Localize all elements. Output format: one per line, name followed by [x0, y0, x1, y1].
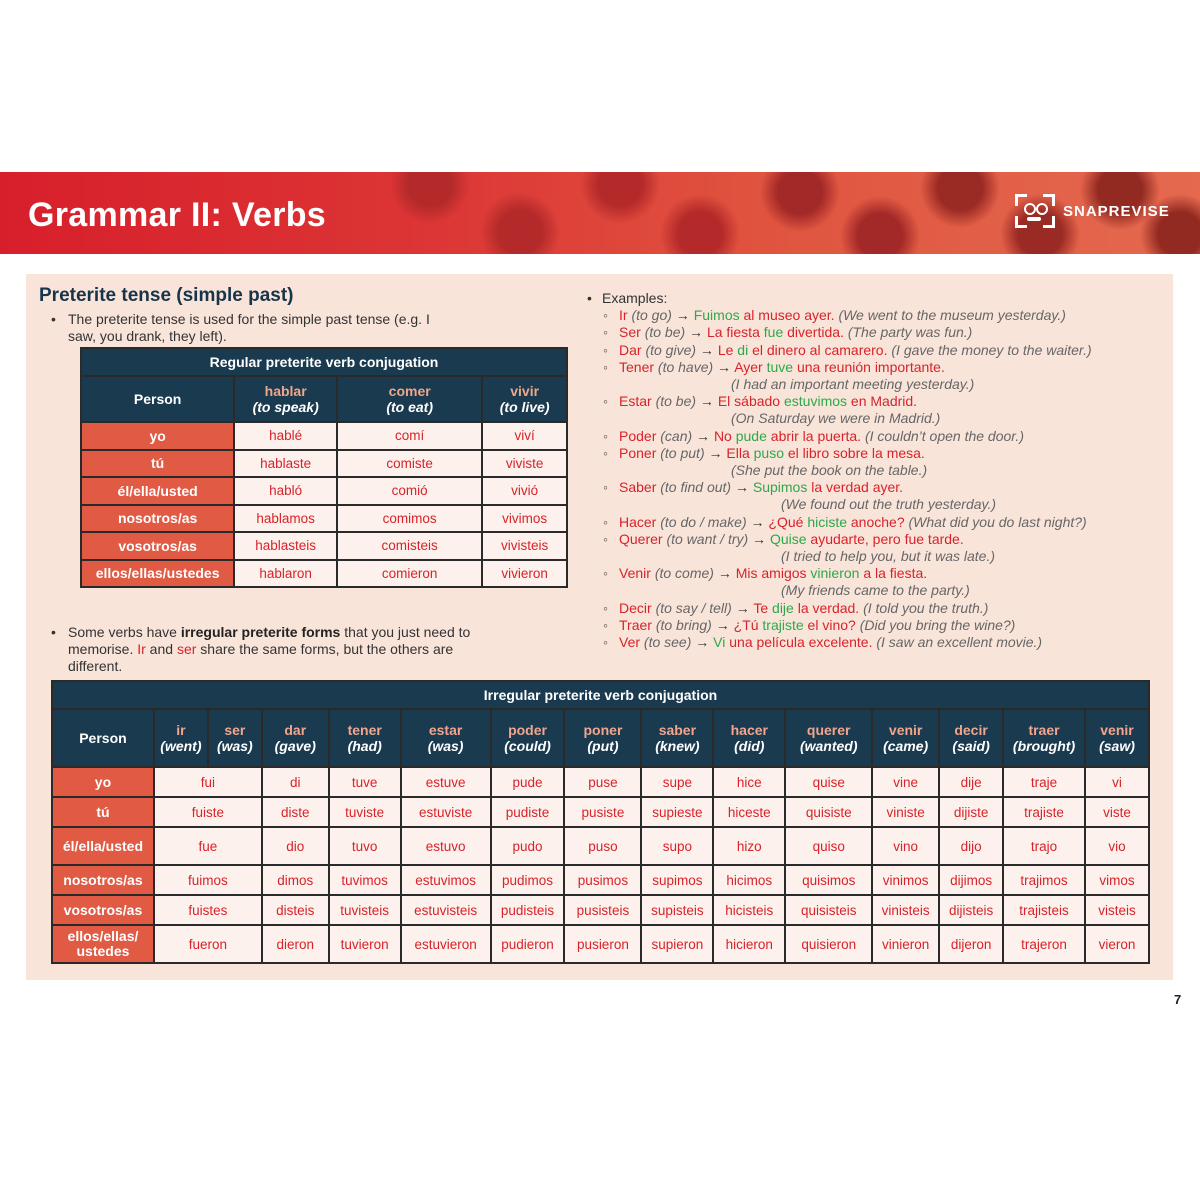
conjugation-cell: fuistes: [154, 895, 262, 925]
person-cell: yo: [52, 767, 154, 797]
conjugation-cell: dijimos: [939, 865, 1003, 895]
conjugation-cell: supo: [641, 827, 713, 865]
conjugation-cell: dieron: [262, 925, 329, 963]
conjugation-cell: estuvimos: [401, 865, 491, 895]
regular-conjugation-table: [80, 347, 568, 588]
table-row: [52, 895, 1149, 925]
column-header: hacer (did): [713, 709, 785, 767]
examples-list: [587, 290, 1092, 651]
conjugation-cell: habló: [234, 477, 337, 505]
table-caption: Irregular preterite verb conjugation: [52, 681, 1149, 709]
conjugation-cell: dijisteis: [939, 895, 1003, 925]
conjugation-cell: dijiste: [939, 797, 1003, 827]
conjugation-cell: quisiste: [785, 797, 872, 827]
conjugation-cell: dimos: [262, 865, 329, 895]
column-header: estar (was): [401, 709, 491, 767]
conjugation-cell: diste: [262, 797, 329, 827]
conjugation-cell: hablasteis: [234, 532, 337, 560]
example-item: ◦ Hacer (to do / make) → ¿Qué hiciste anoche? (What did you do last night?): [619, 514, 1092, 531]
conjugation-cell: viste: [1085, 797, 1149, 827]
conjugation-cell: supieron: [641, 925, 713, 963]
table-row: [81, 532, 567, 560]
conjugation-cell: trajo: [1003, 827, 1085, 865]
section-heading: Preterite tense (simple past): [39, 285, 294, 306]
conjugation-cell: supe: [641, 767, 713, 797]
column-header: tener (had): [329, 709, 401, 767]
person-cell: él/ella/usted: [81, 477, 234, 505]
bullet-icon: •: [51, 624, 56, 640]
conjugation-cell: pudo: [491, 827, 565, 865]
person-cell: yo: [81, 422, 234, 450]
snaprevise-face-logo-icon: [1015, 194, 1055, 228]
conjugation-cell: trajiste: [1003, 797, 1085, 827]
conjugation-cell: hablé: [234, 422, 337, 450]
example-item: ◦ Saber (to find out) → Supimos la verdad ayer. (We found out the truth yesterday.): [619, 479, 1092, 513]
conjugation-cell: hablamos: [234, 505, 337, 533]
conjugation-cell: tuvimos: [329, 865, 401, 895]
column-header: querer (wanted): [785, 709, 872, 767]
conjugation-cell: estuve: [401, 767, 491, 797]
conjugation-cell: quisieron: [785, 925, 872, 963]
brand-logo: [1015, 194, 1170, 228]
conjugation-cell: vinimos: [872, 865, 939, 895]
conjugation-cell: fue: [154, 827, 262, 865]
conjugation-cell: fuiste: [154, 797, 262, 827]
person-header: Person: [81, 376, 234, 422]
table-row: [81, 422, 567, 450]
conjugation-cell: tuviste: [329, 797, 401, 827]
conjugation-cell: tuve: [329, 767, 401, 797]
column-header: poder (could): [491, 709, 565, 767]
conjugation-cell: vieron: [1085, 925, 1149, 963]
table-row: [52, 797, 1149, 827]
conjugation-cell: tuvieron: [329, 925, 401, 963]
conjugation-cell: vine: [872, 767, 939, 797]
conjugation-cell: supisteis: [641, 895, 713, 925]
column-header: traer (brought): [1003, 709, 1085, 767]
table-row: [52, 827, 1149, 865]
conjugation-cell: vinisteis: [872, 895, 939, 925]
conjugation-cell: trajeron: [1003, 925, 1085, 963]
column-header: decir (said): [939, 709, 1003, 767]
conjugation-cell: comisteis: [337, 532, 482, 560]
conjugation-cell: hicisteis: [713, 895, 785, 925]
person-cell: él/ella/usted: [52, 827, 154, 865]
conjugation-cell: quisimos: [785, 865, 872, 895]
page-banner: [0, 172, 1200, 254]
conjugation-cell: comí: [337, 422, 482, 450]
conjugation-cell: puse: [564, 767, 641, 797]
conjugation-cell: puso: [564, 827, 641, 865]
table-row: [52, 767, 1149, 797]
example-item: ◦ Venir (to come) → Mis amigos vinieron a la fiesta. (My friends came to the party.): [619, 565, 1092, 599]
column-header: venir (saw): [1085, 709, 1149, 767]
conjugation-cell: pusimos: [564, 865, 641, 895]
column-header: hablar (to speak): [234, 376, 337, 422]
example-item: ◦ Tener (to have) → Ayer tuve una reunión importante. (I had an important meeting yesterday.): [619, 359, 1092, 393]
person-cell: tú: [81, 450, 234, 478]
conjugation-cell: dije: [939, 767, 1003, 797]
conjugation-cell: estuvieron: [401, 925, 491, 963]
person-cell: tú: [52, 797, 154, 827]
column-header: dar (gave): [262, 709, 329, 767]
conjugation-cell: hizo: [713, 827, 785, 865]
conjugation-cell: hiceste: [713, 797, 785, 827]
conjugation-cell: tuvo: [329, 827, 401, 865]
example-item: ◦ Poner (to put) → Ella puso el libro sobre la mesa. (She put the book on the table.): [619, 445, 1092, 479]
conjugation-cell: pudisteis: [491, 895, 565, 925]
person-cell: ellos/ellas/ ustedes: [52, 925, 154, 963]
conjugation-cell: quise: [785, 767, 872, 797]
column-header: ir (went): [154, 709, 208, 767]
conjugation-cell: di: [262, 767, 329, 797]
conjugation-cell: estuvo: [401, 827, 491, 865]
conjugation-cell: comiste: [337, 450, 482, 478]
conjugation-cell: vivimos: [482, 505, 567, 533]
person-cell: vosotros/as: [81, 532, 234, 560]
table-row: [52, 865, 1149, 895]
table-caption: Regular preterite verb conjugation: [81, 348, 567, 376]
example-item: ◦ Querer (to want / try) → Quise ayudarte, pero fue tarde. (I tried to help you, but it was late.): [619, 531, 1092, 565]
conjugation-cell: vivieron: [482, 560, 567, 588]
conjugation-cell: tuvisteis: [329, 895, 401, 925]
column-header: saber (knew): [641, 709, 713, 767]
conjugation-cell: vivió: [482, 477, 567, 505]
conjugation-cell: supimos: [641, 865, 713, 895]
conjugation-cell: fui: [154, 767, 262, 797]
conjugation-cell: vimos: [1085, 865, 1149, 895]
example-item: ◦ Ver (to see) → Vi una película excelente. (I saw an excellent movie.): [619, 634, 1092, 651]
conjugation-cell: traje: [1003, 767, 1085, 797]
conjugation-cell: trajisteis: [1003, 895, 1085, 925]
conjugation-cell: estuviste: [401, 797, 491, 827]
example-item: ◦ Traer (to bring) → ¿Tú trajiste el vino? (Did you bring the wine?): [619, 617, 1092, 634]
column-header: comer (to eat): [337, 376, 482, 422]
example-item: ◦ Decir (to say / tell) → Te dije la verdad. (I told you the truth.): [619, 600, 1092, 617]
conjugation-cell: fuimos: [154, 865, 262, 895]
conjugation-cell: hicieron: [713, 925, 785, 963]
conjugation-cell: dijeron: [939, 925, 1003, 963]
person-cell: nosotros/as: [52, 865, 154, 895]
conjugation-cell: pusiste: [564, 797, 641, 827]
conjugation-cell: hicimos: [713, 865, 785, 895]
intro-bullet: [51, 311, 448, 345]
table-row: [81, 477, 567, 505]
person-cell: nosotros/as: [81, 505, 234, 533]
conjugation-cell: vinieron: [872, 925, 939, 963]
table-row: [81, 505, 567, 533]
person-header: Person: [52, 709, 154, 767]
conjugation-cell: dijo: [939, 827, 1003, 865]
table-row: [81, 560, 567, 588]
conjugation-cell: vivisteis: [482, 532, 567, 560]
conjugation-cell: disteis: [262, 895, 329, 925]
table-row: [81, 450, 567, 478]
table-row: [52, 925, 1149, 963]
examples-title: • Examples:: [587, 290, 668, 306]
conjugation-cell: supieste: [641, 797, 713, 827]
conjugation-cell: hice: [713, 767, 785, 797]
conjugation-cell: viniste: [872, 797, 939, 827]
conjugation-cell: pudiste: [491, 797, 565, 827]
column-header: venir (came): [872, 709, 939, 767]
conjugation-cell: viviste: [482, 450, 567, 478]
example-item: ◦ Ir (to go) → Fuimos al museo ayer. (We went to the museum yesterday.): [619, 307, 1092, 324]
conjugation-cell: pusieron: [564, 925, 641, 963]
bullet-icon: •: [51, 311, 56, 327]
page-title: Grammar II: Verbs: [28, 196, 327, 234]
conjugation-cell: comimos: [337, 505, 482, 533]
conjugation-cell: quiso: [785, 827, 872, 865]
person-cell: vosotros/as: [52, 895, 154, 925]
irregular-conjugation-table: [51, 680, 1150, 964]
conjugation-cell: visteis: [1085, 895, 1149, 925]
page-number: 7: [1174, 992, 1182, 1007]
column-header: poner (put): [564, 709, 641, 767]
conjugation-cell: quisisteis: [785, 895, 872, 925]
conjugation-cell: pusisteis: [564, 895, 641, 925]
conjugation-cell: hablaron: [234, 560, 337, 588]
conjugation-cell: pudieron: [491, 925, 565, 963]
conjugation-cell: vino: [872, 827, 939, 865]
conjugation-cell: comieron: [337, 560, 482, 588]
conjugation-cell: dio: [262, 827, 329, 865]
conjugation-cell: viví: [482, 422, 567, 450]
conjugation-cell: estuvisteis: [401, 895, 491, 925]
example-item: ◦ Estar (to be) → El sábado estuvimos en Madrid. (On Saturday we were in Madrid.): [619, 393, 1092, 427]
conjugation-cell: vio: [1085, 827, 1149, 865]
conjugation-cell: trajimos: [1003, 865, 1085, 895]
conjugation-cell: vi: [1085, 767, 1149, 797]
column-header: ser (was): [208, 709, 262, 767]
conjugation-cell: hablaste: [234, 450, 337, 478]
conjugation-cell: comió: [337, 477, 482, 505]
brand-name: SNAPREVISE: [1063, 202, 1170, 220]
example-item: ◦ Ser (to be) → La fiesta fue divertida. (The party was fun.): [619, 324, 1092, 341]
intro-text: The preterite tense is used for the simple past tense (e.g. I saw, you drank, they left).: [68, 311, 430, 344]
conjugation-cell: fueron: [154, 925, 262, 963]
irregular-bullet: • Some verbs have irregular preterite forms that you just need to memorise. Ir and ser share the same forms, but the others are different.: [51, 624, 471, 674]
conjugation-cell: pude: [491, 767, 565, 797]
column-header: vivir (to live): [482, 376, 567, 422]
person-cell: ellos/ellas/ustedes: [81, 560, 234, 588]
conjugation-cell: pudimos: [491, 865, 565, 895]
example-item: ◦ Poder (can) → No pude abrir la puerta. (I couldn’t open the door.): [619, 428, 1092, 445]
example-item: ◦ Dar (to give) → Le di el dinero al camarero. (I gave the money to the waiter.): [619, 342, 1092, 359]
